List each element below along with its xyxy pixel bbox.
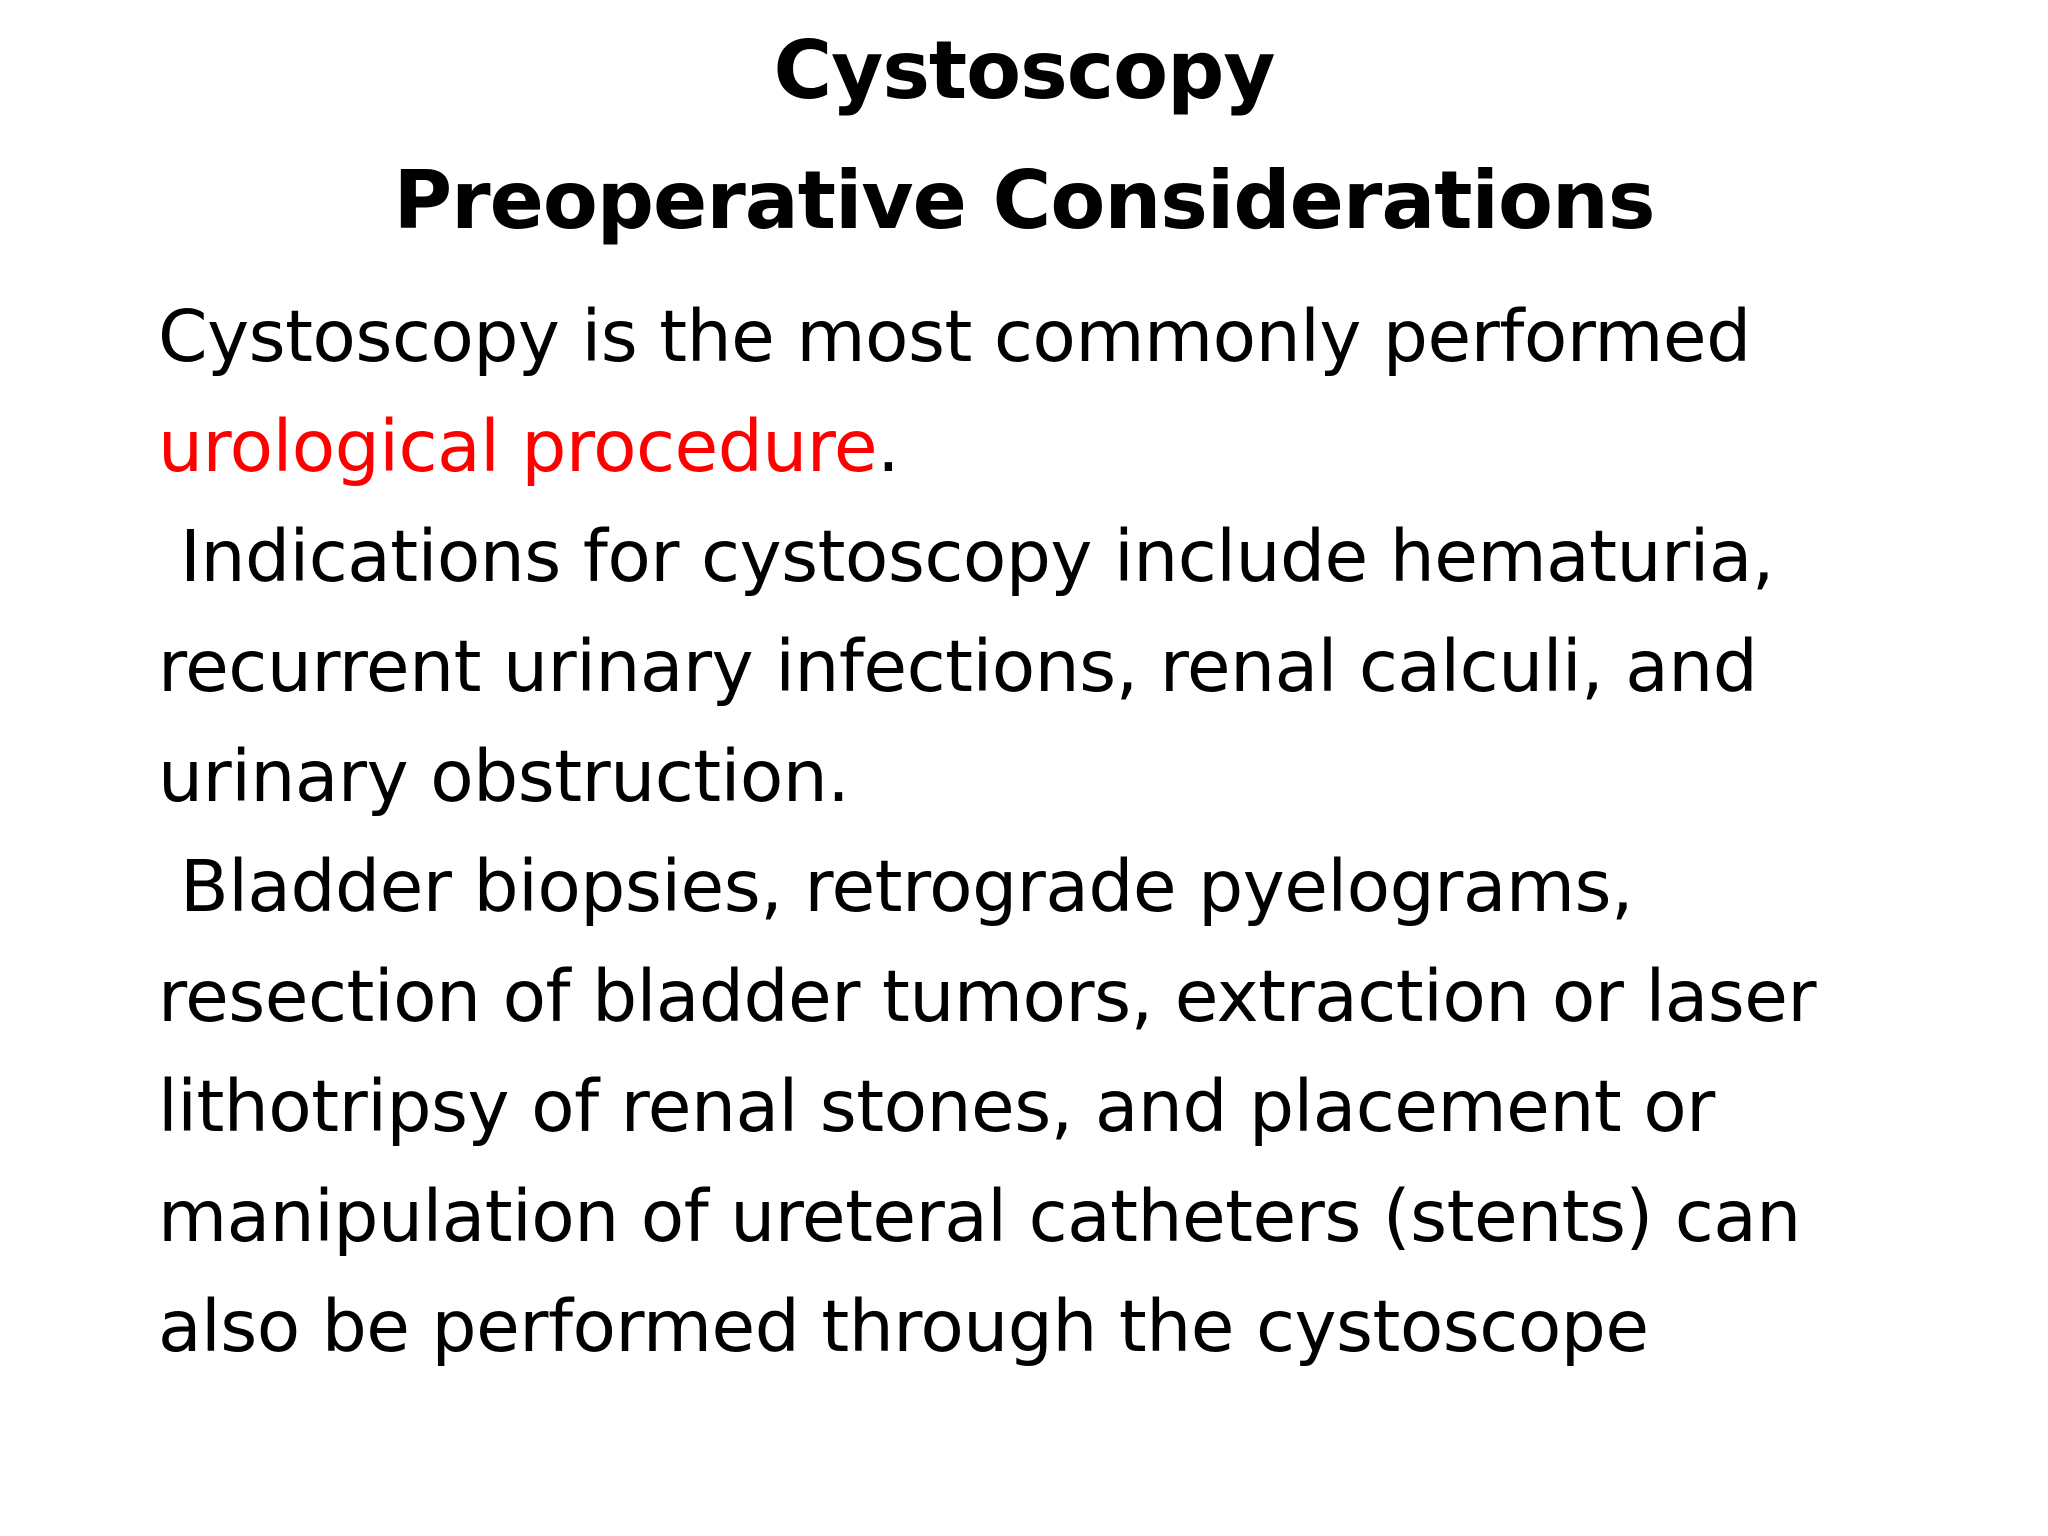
slide-body <box>158 282 2018 1382</box>
body-line: lithotripsy of renal stones, and placement or <box>158 1065 1715 1148</box>
body-line: Indications for cystoscopy include hematuria, <box>180 515 1774 598</box>
body-line: Cystoscopy is the most commonly performed <box>158 295 1751 378</box>
slide-title <box>0 6 2048 266</box>
body-line: also be performed through the cystoscope <box>158 1285 1649 1368</box>
title-line-2: Preoperative Considerations <box>393 154 1655 247</box>
sentence-end: . <box>877 405 900 488</box>
title-line-1: Cystoscopy <box>773 24 1275 117</box>
body-line: Bladder biopsies, retrograde pyelograms, <box>180 845 1634 928</box>
body-line: urinary obstruction. <box>158 735 850 818</box>
highlighted-term: urological procedure <box>158 405 878 488</box>
body-line: resection of bladder tumors, extraction or laser <box>158 955 1817 1038</box>
body-line <box>158 392 2018 502</box>
body-line: manipulation of ureteral catheters (stents) can <box>158 1175 1801 1258</box>
body-line: recurrent urinary infections, renal calculi, and <box>158 625 1758 708</box>
